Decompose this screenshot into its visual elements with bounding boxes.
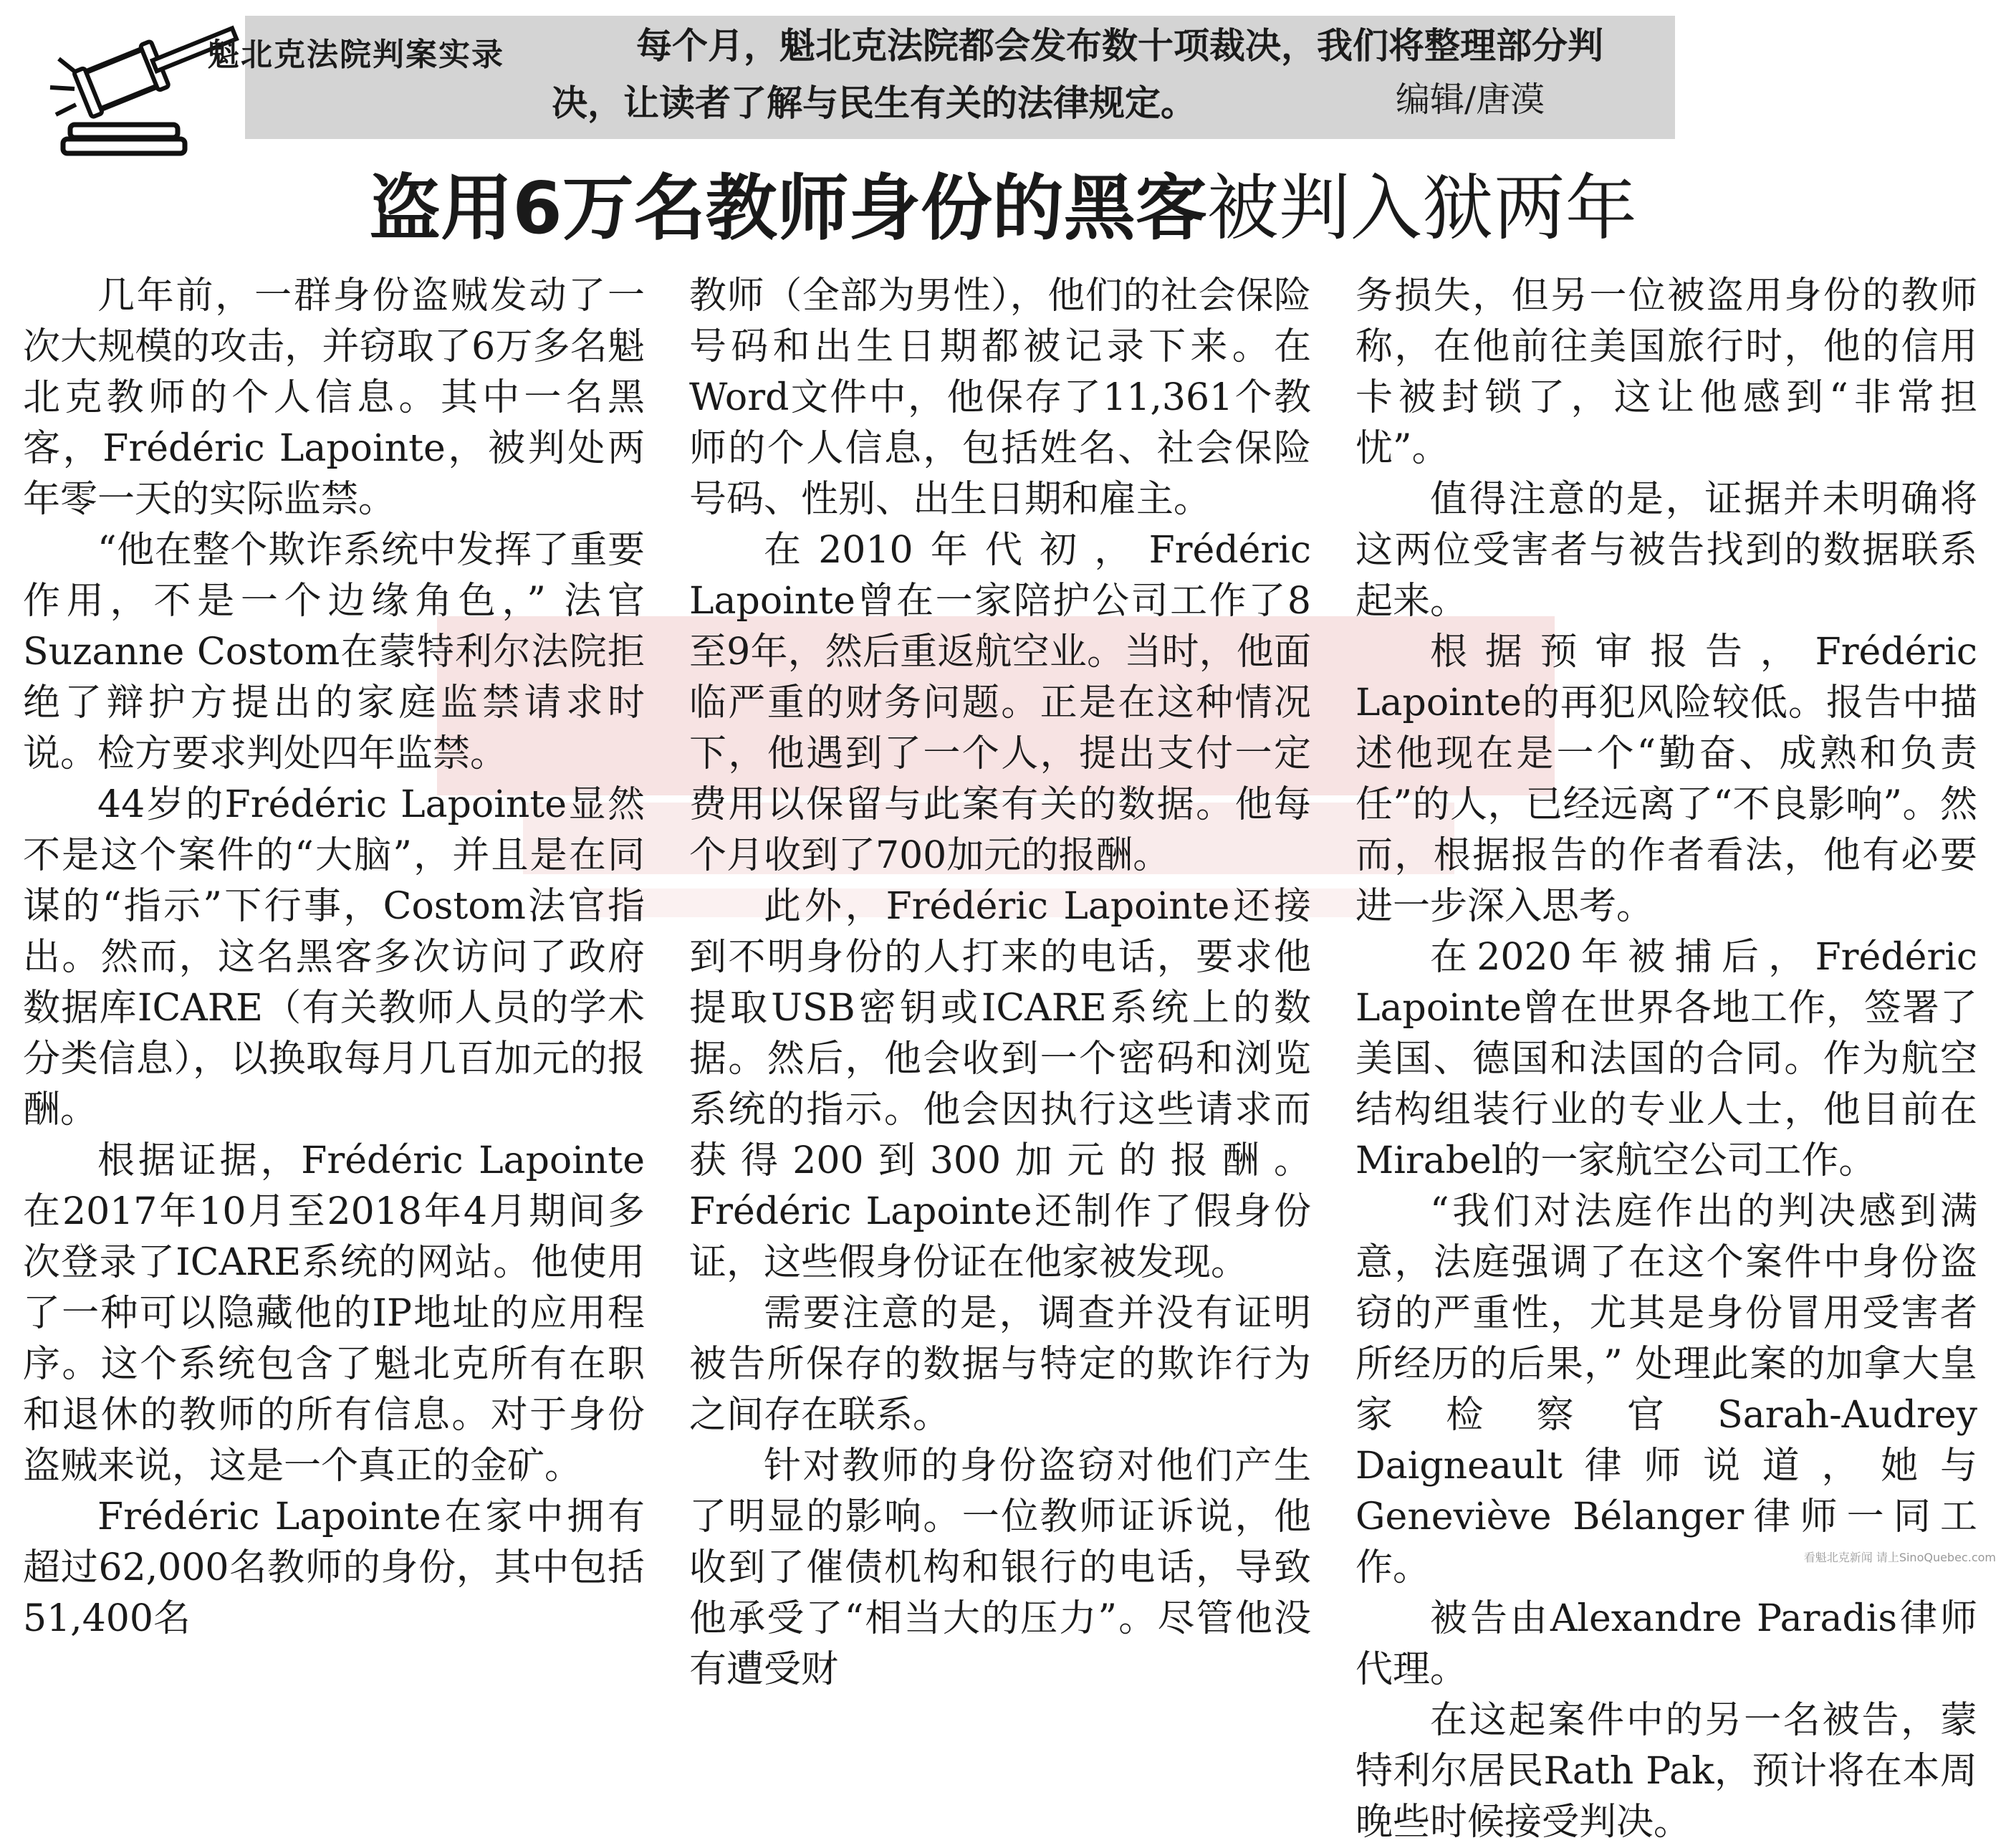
paragraph: 几年前，一群身份盗贼发动了一次大规模的攻击，并窃取了6万多名魁北克教师的个人信息。其中一名黑客，Frédéric Lapointe，被判处两年零一天的实际监禁。 bbox=[23, 274, 645, 521]
article-column-2 bbox=[689, 271, 1311, 1691]
paragraph: 针对教师的身份盗窃对他们产生了明显的影响。一位教师证诉说，他收到了催债机构和银行的电话，导致他承受了“相当大的压力”。尽管他没有遭受财 bbox=[689, 1445, 1311, 1691]
paragraph: 需要注意的是，调查并没有证明被告所保存的数据与特定的欺诈行为之间存在联系。 bbox=[689, 1292, 1311, 1437]
paragraph: 根据证据，Frédéric Lapointe在2017年10月至2018年4月期间多次登录了ICARE系统的网站。他使用了一种可以隐藏他的IP地址的应用程序。这个系统包含了魁北克所有在职和退休的教师的所有信息。对于身份盗贼来说，这是一个真正的金矿。 bbox=[23, 1139, 645, 1488]
column-label: 魁北克法院判案实录 bbox=[208, 37, 504, 73]
footer-note: 看魁北克新闻 请上SinoQuebec.com bbox=[1803, 1551, 1996, 1564]
paragraph: 值得注意的是，证据并未明确将这两位受害者与被告找到的数据联系起来。 bbox=[1355, 478, 1977, 623]
intro-line-1: 每个月，魁北克法院都会发布数十项裁决，我们将整理部分判 bbox=[636, 24, 1603, 67]
paragraph: 此外，Frédéric Lapointe还接到不明身份的人打来的电话，要求他提取USB密钥或ICARE系统上的数据。然后，他会收到一个密码和浏览系统的指示。他会因执行这些请求而获得200到300加元的报酬。Frédéric Lapointe还制作了假身份证，这些假身份证在他家被发现。 bbox=[689, 885, 1311, 1284]
paragraph: 教师（全部为男性），他们的社会保险号码和出生日期都被记录下来。在Word文件中，他保存了11,361个教师的个人信息，包括姓名、社会保险号码、性别、出生日期和雇主。 bbox=[689, 274, 1311, 521]
paragraph: 在2020年被捕后，Frédéric Lapointe曾在世界各地工作，签署了美国、德国和法国的合同。作为航空结构组装行业的专业人士，他目前在Mirabel的一家航空公司工作。 bbox=[1355, 936, 1977, 1182]
paragraph: 根据预审报告，Frédéric Lapointe的再犯风险较低。报告中描述他现在是一个“勤奋、成熟和负责任”的人，已经远离了“不良影响”。然而，根据报告的作者看法，他有必要进一步深入思考。 bbox=[1355, 631, 1977, 928]
paragraph: 被告由Alexandre Paradis律师代理。 bbox=[1355, 1597, 1977, 1691]
article-column-1 bbox=[23, 271, 645, 1640]
paragraph: 44岁的Frédéric Lapointe显然不是这个案件的“大脑”，并且是在同谋的“指示”下行事，Costom法官指出。然而，这名黑客多次访问了政府数据库ICARE（有关教师人员的学术分类信息），以换取每月几百加元的报酬。 bbox=[23, 783, 645, 1131]
headline bbox=[0, 155, 2006, 262]
paragraph: Frédéric Lapointe在家中拥有超过62,000名教师的身份，其中包括51,400名 bbox=[23, 1495, 645, 1640]
paragraph: “我们对法庭作出的判决感到满意，法庭强调了在这个案件中身份盗窃的严重性，尤其是身份冒用受害者所经历的后果，” 处理此案的加拿大皇家检察官Sarah-Audrey Daigneault律师说道，她与Geneviève Bélanger律师一同工作。 bbox=[1355, 1190, 1977, 1589]
article-column-3 bbox=[1355, 271, 1977, 1844]
paragraph: 在这起案件中的另一名被告，蒙特利尔居民Rath Pak，预计将在本周晚些时候接受判决。 bbox=[1355, 1699, 1977, 1844]
intro-line-2: 决，让读者了解与民生有关的法律规定。 bbox=[552, 82, 1196, 124]
paragraph: “他在整个欺诈系统中发挥了重要作用，不是一个边缘角色，” 法官Suzanne Costom在蒙特利尔法院拒绝了辩护方提出的家庭监禁请求时说。检方要求判处四年监禁。 bbox=[23, 529, 645, 775]
paragraph: 务损失，但另一位被盗用身份的教师称，在他前往美国旅行时，他的信用卡被封锁了，这让他感到“非常担忧”。 bbox=[1355, 274, 1977, 470]
paragraph: 在2010年代初，Frédéric Lapointe曾在一家陪护公司工作了8至9年，然后重返航空业。当时，他面临严重的财务问题。正是在这种情况下，他遇到了一个人，提出支付一定费用以保留与此案有关的数据。他每个月收到了700加元的报酬。 bbox=[689, 529, 1311, 877]
headline-bold: 盗用6万名教师身份的黑客 bbox=[369, 166, 1207, 250]
headline-normal: 被判入狱两年 bbox=[1206, 166, 1637, 250]
editor-credit: 编辑/唐漠 bbox=[1396, 80, 1545, 120]
